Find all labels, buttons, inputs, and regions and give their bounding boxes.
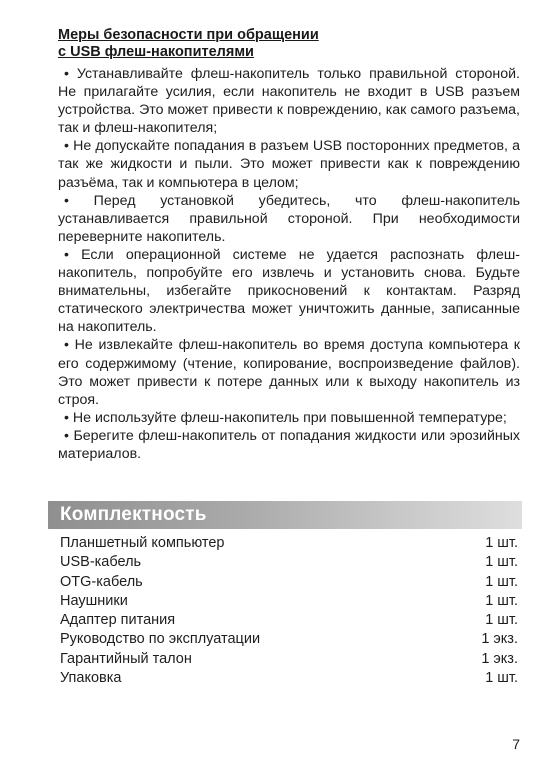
- safety-paragraph: • Не используйте флеш-накопитель при повышенной температуре;: [64, 409, 507, 426]
- package-contents-list: [60, 534, 518, 688]
- page-number: 7: [512, 736, 520, 752]
- item-quantity: 1 шт.: [485, 612, 518, 629]
- item-name: Упаковка: [60, 670, 122, 687]
- item-quantity: 1 шт.: [485, 592, 518, 609]
- safety-paragraph: • Если операционной системе не удается распознать флеш-накопитель, попробуйте его извлечь и установить снова. Будьте внимательны, избегайте прикосновений к контактам. Разряд статического электричества может уничтожить данные, записанные на накопитель.: [58, 246, 520, 336]
- list-item: [60, 573, 518, 592]
- safety-paragraph: • Перед установкой убедитесь, что флеш-накопитель устанавливается правильной стороной. При необходимости переверните накопитель.: [58, 192, 520, 245]
- item-name: Гарантийный талон: [60, 650, 192, 667]
- safety-paragraph: • Не допускайте попадания в разъем USB посторонних предметов, а так же жидкости и пыли. Это может привести как к повреждению разъёма, так и компьютера в целом;: [58, 138, 520, 191]
- list-item: [60, 650, 518, 669]
- item-name: OTG-кабель: [60, 573, 143, 590]
- item-name: Руководство по эксплуатации: [60, 631, 261, 648]
- safety-instructions: [58, 65, 520, 463]
- safety-paragraph: • Устанавливайте флеш-накопитель только правильной стороной. Не прилагайте усилия, если накопитель не входит в USB разъем устройства. Это может привести к повреждению, как самого разъема, так и флеш-накопителя;: [58, 66, 520, 137]
- list-item: [60, 592, 518, 611]
- item-quantity: 1 экз.: [481, 650, 518, 667]
- list-item: [60, 630, 518, 649]
- item-quantity: 1 шт.: [485, 535, 518, 551]
- safety-paragraph: • Не извлекайте флеш-накопитель во время доступа компьютера к его содержимому (чтение, копирование, воспроизведение файлов). Это может привести к потере данных или к выходу накопитель из строя.: [58, 337, 520, 408]
- list-item: [60, 669, 518, 688]
- safety-section-title: [58, 27, 388, 61]
- item-quantity: 1 шт.: [485, 573, 518, 590]
- safety-title-line-1: Меры безопасности при обращении: [58, 27, 319, 43]
- item-name: Адаптер питания: [60, 612, 176, 629]
- item-quantity: 1 шт.: [485, 554, 518, 571]
- safety-title-line-2: с USB флеш-накопителями: [58, 44, 254, 60]
- list-item: [60, 553, 518, 572]
- list-item: [60, 611, 518, 630]
- item-name: Наушники: [60, 592, 128, 609]
- list-item: [60, 534, 518, 553]
- package-section-header: [48, 501, 522, 529]
- item-quantity: 1 шт.: [485, 670, 518, 687]
- item-name: USB-кабель: [60, 554, 142, 571]
- package-section-title: Комплектность: [60, 504, 207, 525]
- safety-paragraph: • Берегите флеш-накопитель от попадания жидкости или эрозийных материалов.: [58, 427, 520, 462]
- item-quantity: 1 экз.: [481, 631, 518, 648]
- item-name: Планшетный компьютер: [60, 535, 225, 551]
